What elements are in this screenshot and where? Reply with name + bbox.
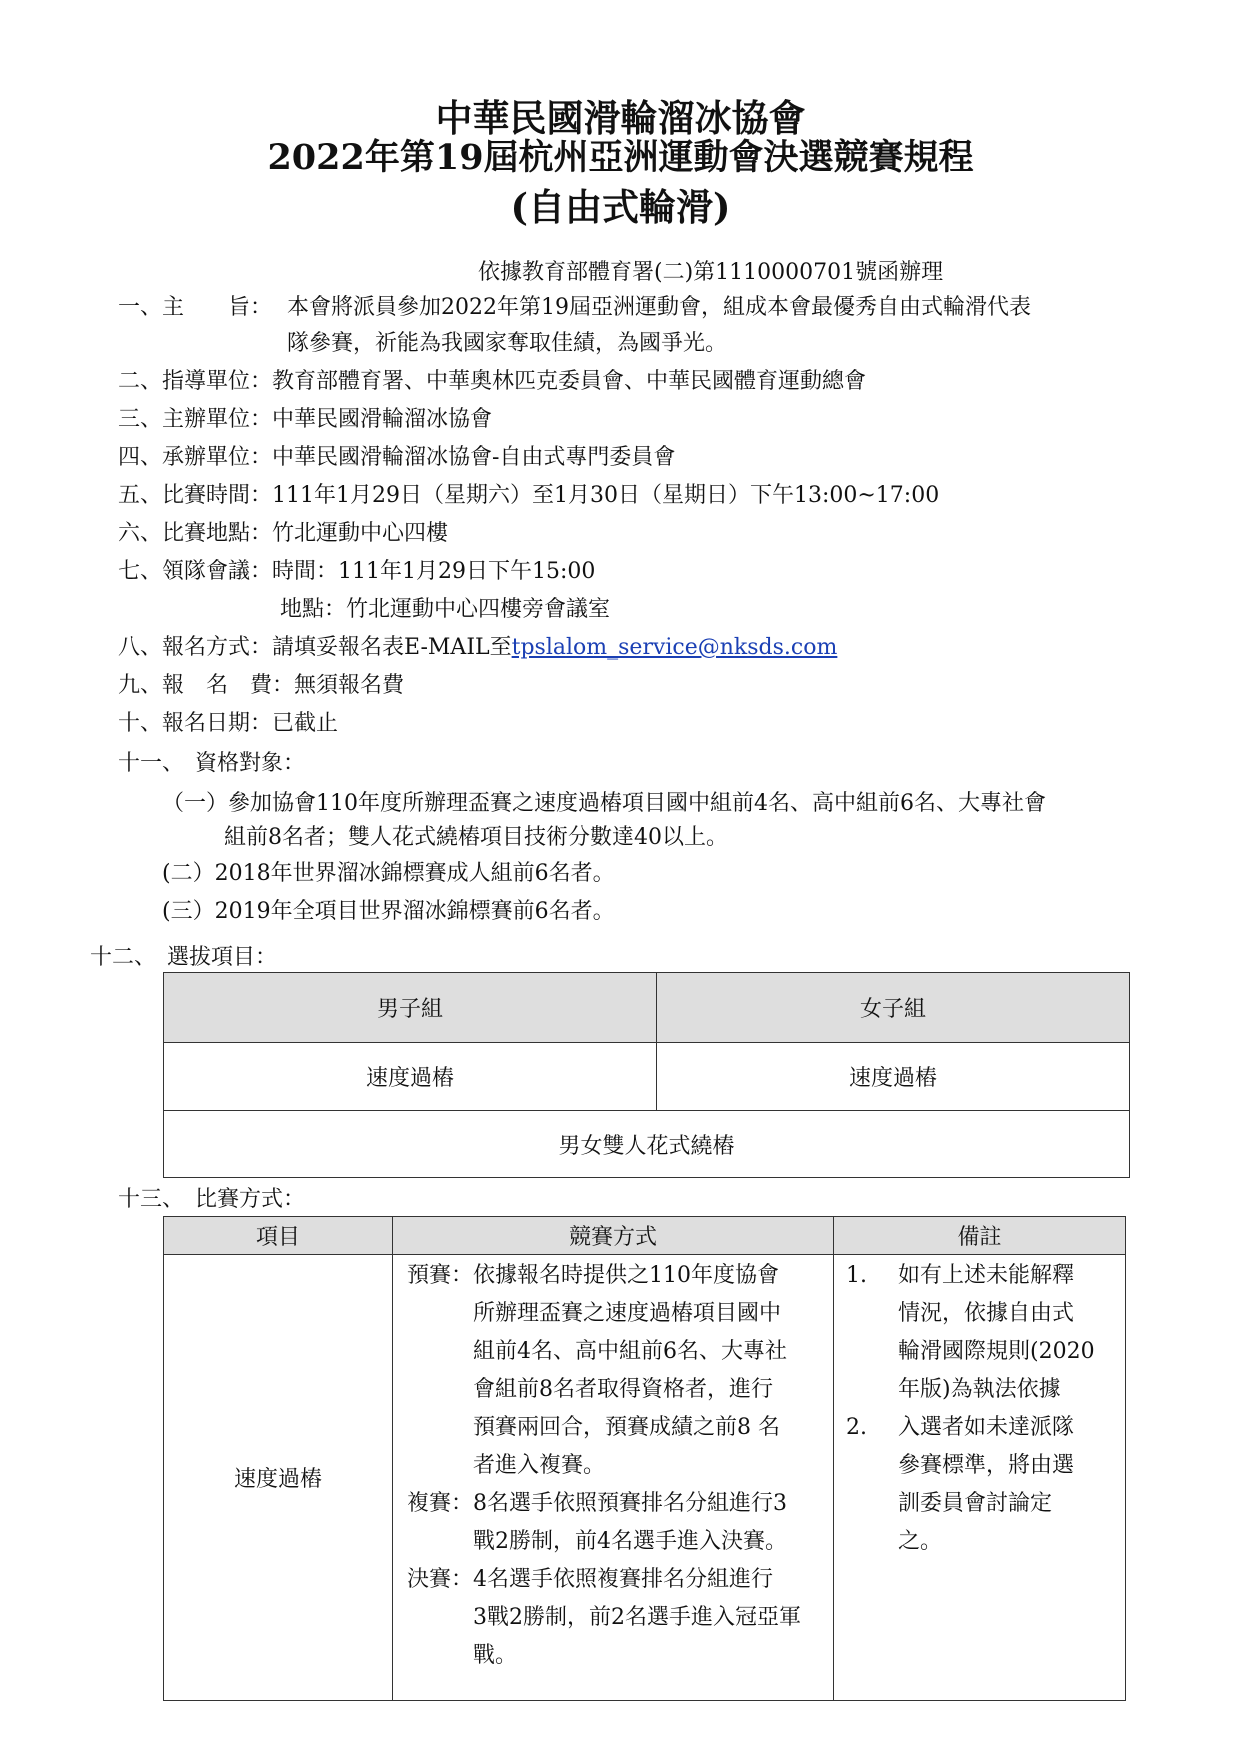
- note-line: 之。: [898, 1529, 943, 1554]
- note-line: 參賽標準，將由選: [898, 1453, 1075, 1478]
- method-final-line: 4名選手依照複賽排名分組進行: [473, 1567, 774, 1592]
- method-semi: [407, 1485, 833, 1561]
- format-method-cell: [393, 1255, 834, 1701]
- eligibility-item-1-cont: 組前8名者；雙人花式繞樁項目技術分數達40以上。: [224, 825, 728, 850]
- method-semi-line: 戰2勝制，前4名選手進入決賽。: [473, 1529, 788, 1554]
- note-number: 1.: [846, 1263, 867, 1288]
- method-final-line: 戰。: [473, 1643, 518, 1668]
- method-prelim-line: 會組前8名者取得資格者，進行: [473, 1377, 774, 1402]
- eligibility-item-3: (三）2019年全項目世界溜冰錦標賽前6名者。: [162, 899, 615, 924]
- selection-header-women: 女子組: [657, 973, 1130, 1043]
- method-prelim-line: 者進入複賽。: [473, 1453, 606, 1478]
- doc-subtitle: 2022年第19屆杭州亞洲運動會決選競賽規程: [267, 137, 974, 178]
- section-purpose-text-1: 本會將派員參加2022年第19屆亞洲運動會，組成本會最優秀自由式輪滑代表: [287, 295, 1031, 320]
- selection-table: [163, 972, 1130, 1178]
- method-prelim-line: 依據報名時提供之110年度協會: [473, 1263, 780, 1288]
- registration-text: 八、報名方式：請填妥報名表E-MAIL至: [118, 635, 512, 660]
- method-semi-label: 複賽：: [407, 1491, 474, 1516]
- section-venue: 六、比賽地點：竹北運動中心四樓: [118, 521, 449, 546]
- note-number: 2.: [846, 1415, 867, 1440]
- section-host: 四、承辦單位：中華民國滑輪溜冰協會-自由式專門委員會: [118, 445, 676, 470]
- format-table: [163, 1216, 1126, 1701]
- method-prelim-line: 預賽兩回合，預賽成績之前8 名: [473, 1415, 781, 1440]
- selection-cell-men-speed: 速度過樁: [164, 1043, 657, 1111]
- doc-title: 中華民國滑輪溜冰協會: [435, 96, 806, 140]
- section-format: 十三、 比賽方式：: [118, 1187, 306, 1212]
- section-time: 五、比賽時間：111年1月29日（星期六）至1月30日（星期日）下午13:00~17:00: [118, 483, 940, 508]
- section-purpose-text-2: 隊參賽，祈能為我國家奪取佳績，為國爭光。: [287, 331, 728, 356]
- method-final-label: 決賽：: [407, 1567, 474, 1592]
- method-semi-line: 8名選手依照預賽排名分組進行3: [473, 1491, 788, 1516]
- section-deadline: 十、報名日期：已截止: [118, 711, 339, 736]
- registration-email-link[interactable]: tpslalom_service@nksds.com: [511, 635, 838, 660]
- note-item-2: [846, 1409, 1125, 1561]
- section-guidance: 二、指導單位：教育部體育署、中華奧林匹克委員會、中華民國體育運動總會: [118, 369, 867, 394]
- note-item-1: [846, 1257, 1125, 1409]
- format-notes-cell: [834, 1255, 1126, 1701]
- format-header-method: 競賽方式: [393, 1217, 834, 1255]
- method-prelim: [407, 1257, 833, 1485]
- note-line: 訓委員會討論定: [898, 1491, 1053, 1516]
- section-purpose-label: 一、主 旨：: [118, 295, 273, 320]
- eligibility-item-2: (二）2018年世界溜冰錦標賽成人組前6名者。: [162, 861, 615, 886]
- section-meeting-time: 七、領隊會議：時間：111年1月29日下午15:00: [118, 559, 596, 584]
- method-prelim-label: 預賽：: [407, 1263, 474, 1288]
- selection-header-men: 男子組: [164, 973, 657, 1043]
- selection-cell-women-speed: 速度過樁: [657, 1043, 1130, 1111]
- method-final: [407, 1561, 833, 1675]
- doc-subtitle-type: (自由式輪滑): [510, 185, 731, 229]
- note-line: 情況，依據自由式: [898, 1301, 1075, 1326]
- note-line: 入選者如未達派隊: [898, 1415, 1075, 1440]
- section-registration: [118, 630, 837, 661]
- note-line: 年版)為執法依據: [898, 1377, 1061, 1402]
- method-prelim-line: 組前4名、高中組前6名、大專社: [473, 1339, 788, 1364]
- section-eligibility: 十一、 資格對象：: [118, 751, 306, 776]
- format-header-notes: 備註: [834, 1217, 1126, 1255]
- eligibility-item-1: （一）參加協會110年度所辦理盃賽之速度過樁項目國中組前4名、高中組前6名、大專社會: [162, 791, 1046, 816]
- reference-line: 依據教育部體育署(二)第1110000701號函辦理: [478, 260, 944, 285]
- method-prelim-line: 所辦理盃賽之速度過樁項目國中: [473, 1301, 782, 1326]
- section-fee: 九、報 名 費：無須報名費: [118, 673, 405, 698]
- note-line: 輪滑國際規則(2020: [898, 1339, 1095, 1364]
- format-item-cell: 速度過樁: [164, 1255, 393, 1701]
- method-final-line: 3戰2勝制，前2名選手進入冠亞軍: [473, 1605, 802, 1630]
- section-selection: 十二、 選拔項目：: [90, 945, 278, 970]
- selection-cell-pairs: 男女雙人花式繞樁: [164, 1111, 1130, 1178]
- format-header-item: 項目: [164, 1217, 393, 1255]
- note-line: 如有上述未能解釋: [898, 1263, 1075, 1288]
- section-organizer: 三、主辦單位：中華民國滑輪溜冰協會: [118, 407, 493, 432]
- section-meeting-place: 地點：竹北運動中心四樓旁會議室: [280, 597, 611, 622]
